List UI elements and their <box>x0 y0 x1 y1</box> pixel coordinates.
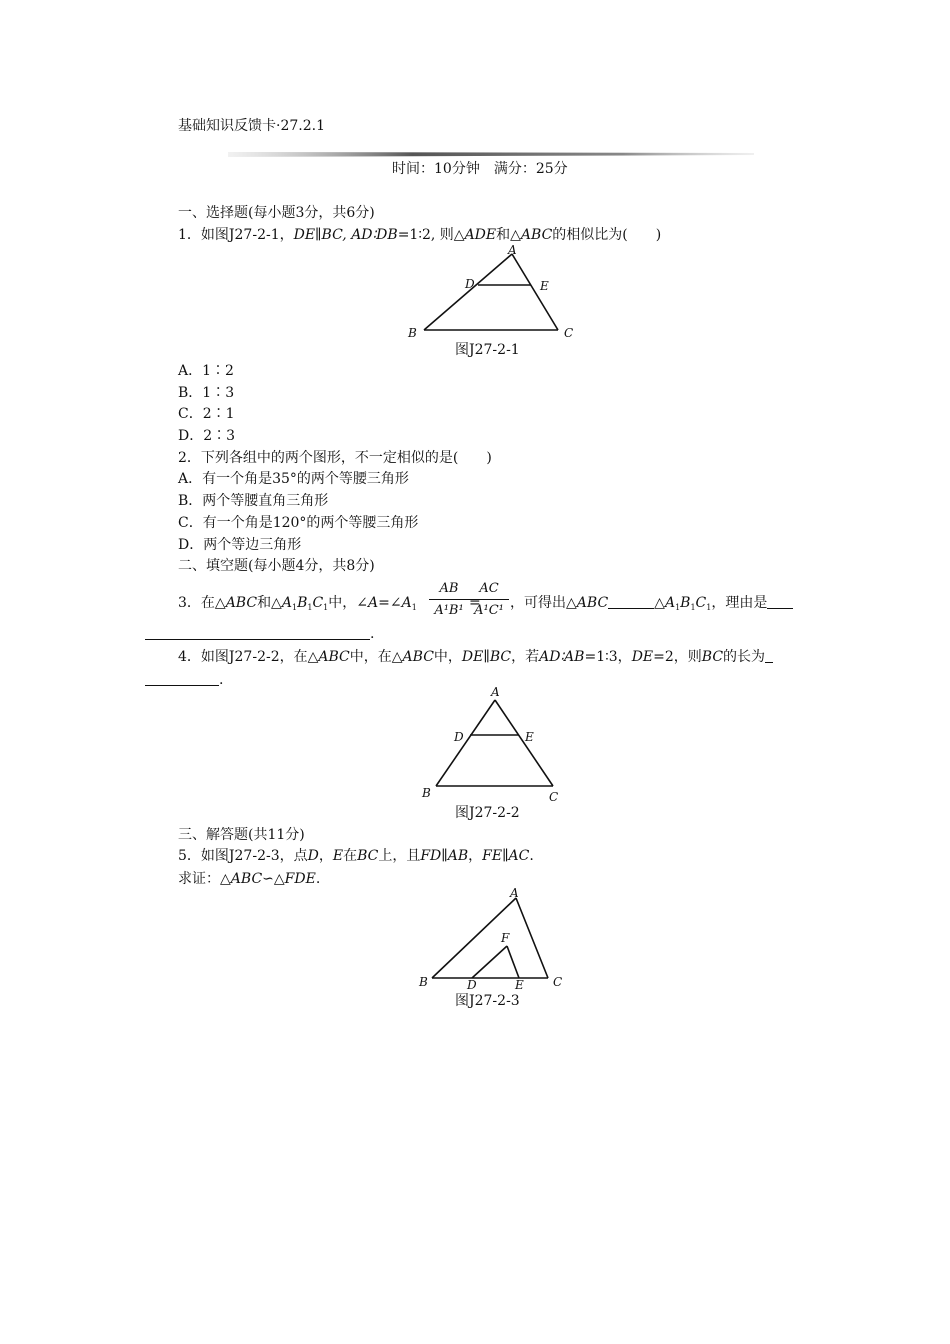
q4-part7: 的长为 <box>723 649 766 665</box>
q3-a1-2-sub: 1 <box>675 603 681 612</box>
q2-option-a: A．有一个角是35°的两个等腰三角形 <box>178 471 409 487</box>
q3-b1: B <box>297 595 308 611</box>
q3-a1-sub: 1 <box>291 603 298 612</box>
q5-part3: 上，且 <box>378 848 421 864</box>
q1-mid: 则△ <box>439 227 465 243</box>
q4-abc-2: ABC <box>402 649 434 665</box>
q3-blank-relation[interactable] <box>608 596 654 609</box>
q3-a1-2: A <box>664 595 676 611</box>
question-4-line-2 <box>145 673 223 687</box>
q3-part3: 中，∠ <box>328 595 368 611</box>
q3-c1-2-sub: 1 <box>706 603 712 612</box>
q3-angle-a: A <box>368 595 379 611</box>
fig2-label-b: B <box>422 786 431 800</box>
q5-prove-end: . <box>315 871 321 887</box>
fig2-side-ab <box>436 700 495 786</box>
q3-frac2-denominator: A¹C¹ <box>474 603 504 618</box>
q4-blank-b[interactable] <box>145 673 219 686</box>
q5-d: D <box>307 848 319 864</box>
q1-tri1: ADE <box>464 227 497 243</box>
q4-blank-a[interactable] <box>765 650 773 663</box>
page-title: 基础知识反馈卡·27.2.1 <box>178 118 325 134</box>
q4-de: DE <box>631 649 654 665</box>
q3-a1: A <box>281 595 292 611</box>
q3-fraction-ab <box>429 581 469 618</box>
fig1-label-c: C <box>564 326 574 339</box>
fig1-label-a: A <box>508 244 517 257</box>
q4-part6: =2，则 <box>653 649 702 665</box>
section-2-heading: 二、填空题(每小题4分，共8分) <box>178 558 375 574</box>
q1-cond2: AD∶DB <box>351 227 398 243</box>
fig1-side-ab <box>424 254 512 330</box>
question-1-stem <box>178 228 661 242</box>
q5-e: E <box>332 848 344 864</box>
question-3-line-2 <box>145 627 374 641</box>
fig1-label-b: B <box>408 326 417 339</box>
q4-abc: ABC <box>318 649 350 665</box>
q3-frac2-numerator: AC <box>479 581 499 596</box>
q4-part5: =1∶3， <box>584 649 632 665</box>
q1-number: 1．如图J27-2-1， <box>178 227 294 243</box>
q3-fraction-ac <box>469 581 509 618</box>
section-1-heading: 一、选择题(每小题3分，共6分) <box>178 205 375 221</box>
q3-c1: C <box>312 595 324 611</box>
q3-angle-a1: A <box>401 595 412 611</box>
q5-part2: 在 <box>343 848 358 864</box>
figure-2-caption: 图J27-2-2 <box>455 805 520 821</box>
q1-and: 和△ <box>496 227 521 243</box>
q3-b1-sub: 1 <box>307 603 313 612</box>
q3-b1-2: B <box>680 595 691 611</box>
q3-b1-2-sub: 1 <box>690 603 696 612</box>
fig2-label-e: E <box>525 730 534 744</box>
q5-bc: BC <box>357 848 379 864</box>
header-rule <box>228 148 754 160</box>
fig2-label-d: D <box>454 730 464 744</box>
q3-part4: =∠ <box>378 595 402 611</box>
q2-option-b: B．两个等腰直角三角形 <box>178 493 329 509</box>
time-and-score: 时间：10分钟 满分：25分 <box>392 161 568 177</box>
question-5-stem <box>178 849 534 863</box>
fig3-label-d: D <box>467 978 477 992</box>
figure-j27-2-3 <box>415 884 575 998</box>
q1-option-d: D．2∶3 <box>178 428 236 444</box>
q1-tri2: ABC <box>520 227 553 243</box>
q1-cond1: DE∥BC, <box>293 227 347 243</box>
q1-option-c: C．2∶1 <box>178 406 235 422</box>
fig1-label-e: E <box>540 279 549 293</box>
question-2-stem: 2．下列各组中的两个图形，不一定相似的是( ) <box>178 450 492 466</box>
q3-part7: ，理由是 <box>711 595 768 611</box>
fig3-label-e: E <box>515 978 524 992</box>
question-4-line-1 <box>178 650 773 664</box>
q5-prove-sim: ∽△ <box>262 871 285 887</box>
q5-prove-label: 求证：△ <box>178 871 231 887</box>
fig3-segment-fe <box>507 946 519 978</box>
q3-part2: 和△ <box>257 595 282 611</box>
q5-part1: 5．如图J27-2-3，点 <box>178 848 308 864</box>
fig1-side-ac <box>512 254 558 330</box>
figure-j27-2-2 <box>415 684 575 808</box>
q3-part6: △ <box>654 595 665 611</box>
q3-abc-2: ABC <box>576 595 609 611</box>
fig2-side-ac <box>495 700 553 786</box>
question-3-line-1b <box>510 596 793 612</box>
q4-part1: 4．如图J27-2-2，在△ <box>178 649 319 665</box>
q3-c1-sub: 1 <box>323 603 329 612</box>
fig3-label-a: A <box>510 886 519 900</box>
q1-option-a: A．1∶2 <box>178 363 234 379</box>
q3-part5: ，可得出△ <box>510 595 577 611</box>
fig3-segment-fd <box>472 946 507 978</box>
q5-end: . <box>529 848 534 864</box>
question-5-prove <box>178 872 320 886</box>
q4-ratio: AD∶AB <box>539 649 585 665</box>
fig1-label-d: D <box>465 277 475 291</box>
q1-cond2b: =1∶2, <box>397 227 436 243</box>
fig3-label-c: C <box>553 975 563 989</box>
fig2-label-c: C <box>549 790 559 804</box>
q2-option-d: D．两个等边三角形 <box>178 537 302 553</box>
q1-tail: 的相似比为( ) <box>552 227 662 243</box>
q5-part4: ， <box>468 848 483 864</box>
q3-frac1-numerator: AB <box>439 581 459 596</box>
figure-3-caption: 图J27-2-3 <box>455 993 520 1009</box>
q4-bc: BC <box>701 649 724 665</box>
q3-angle-a1-sub: 1 <box>411 603 417 612</box>
q3-blank-reason-b[interactable] <box>145 627 370 640</box>
q4-end: . <box>219 672 224 688</box>
q3-equals: = <box>469 595 481 611</box>
q3-abc: ABC <box>225 595 258 611</box>
fig3-label-f: F <box>501 931 510 945</box>
q4-part2: 中，在△ <box>349 649 403 665</box>
q3-blank-reason-a[interactable] <box>767 596 793 609</box>
q3-c1-2: C <box>695 595 707 611</box>
fig3-side-ac <box>516 898 548 978</box>
q3-part1: 3．在△ <box>178 595 226 611</box>
fig2-label-a: A <box>491 685 500 699</box>
q5-fd-parallel-ab: FD∥AB <box>420 848 469 864</box>
q5-sep: ， <box>318 848 333 864</box>
q5-prove-abc: ABC <box>230 871 263 887</box>
q3-end: . <box>370 626 375 642</box>
q2-option-c: C．有一个角是120°的两个等腰三角形 <box>178 515 419 531</box>
q5-fe-parallel-ac: FE∥AC <box>482 848 530 864</box>
q5-prove-fde: FDE <box>284 871 316 887</box>
q4-de-parallel-bc: DE∥BC <box>461 649 512 665</box>
figure-1-caption: 图J27-2-1 <box>455 342 520 358</box>
q3-frac1-denominator: A¹B¹ <box>434 603 464 618</box>
question-3-line-1 <box>178 596 417 612</box>
figure-j27-2-1 <box>400 244 590 343</box>
fig3-label-b: B <box>419 975 428 989</box>
q1-option-b: B．1∶3 <box>178 385 235 401</box>
q4-part4: ，若 <box>511 649 540 665</box>
section-3-heading: 三、解答题(共11分) <box>178 827 305 843</box>
q4-part3: 中， <box>433 649 462 665</box>
